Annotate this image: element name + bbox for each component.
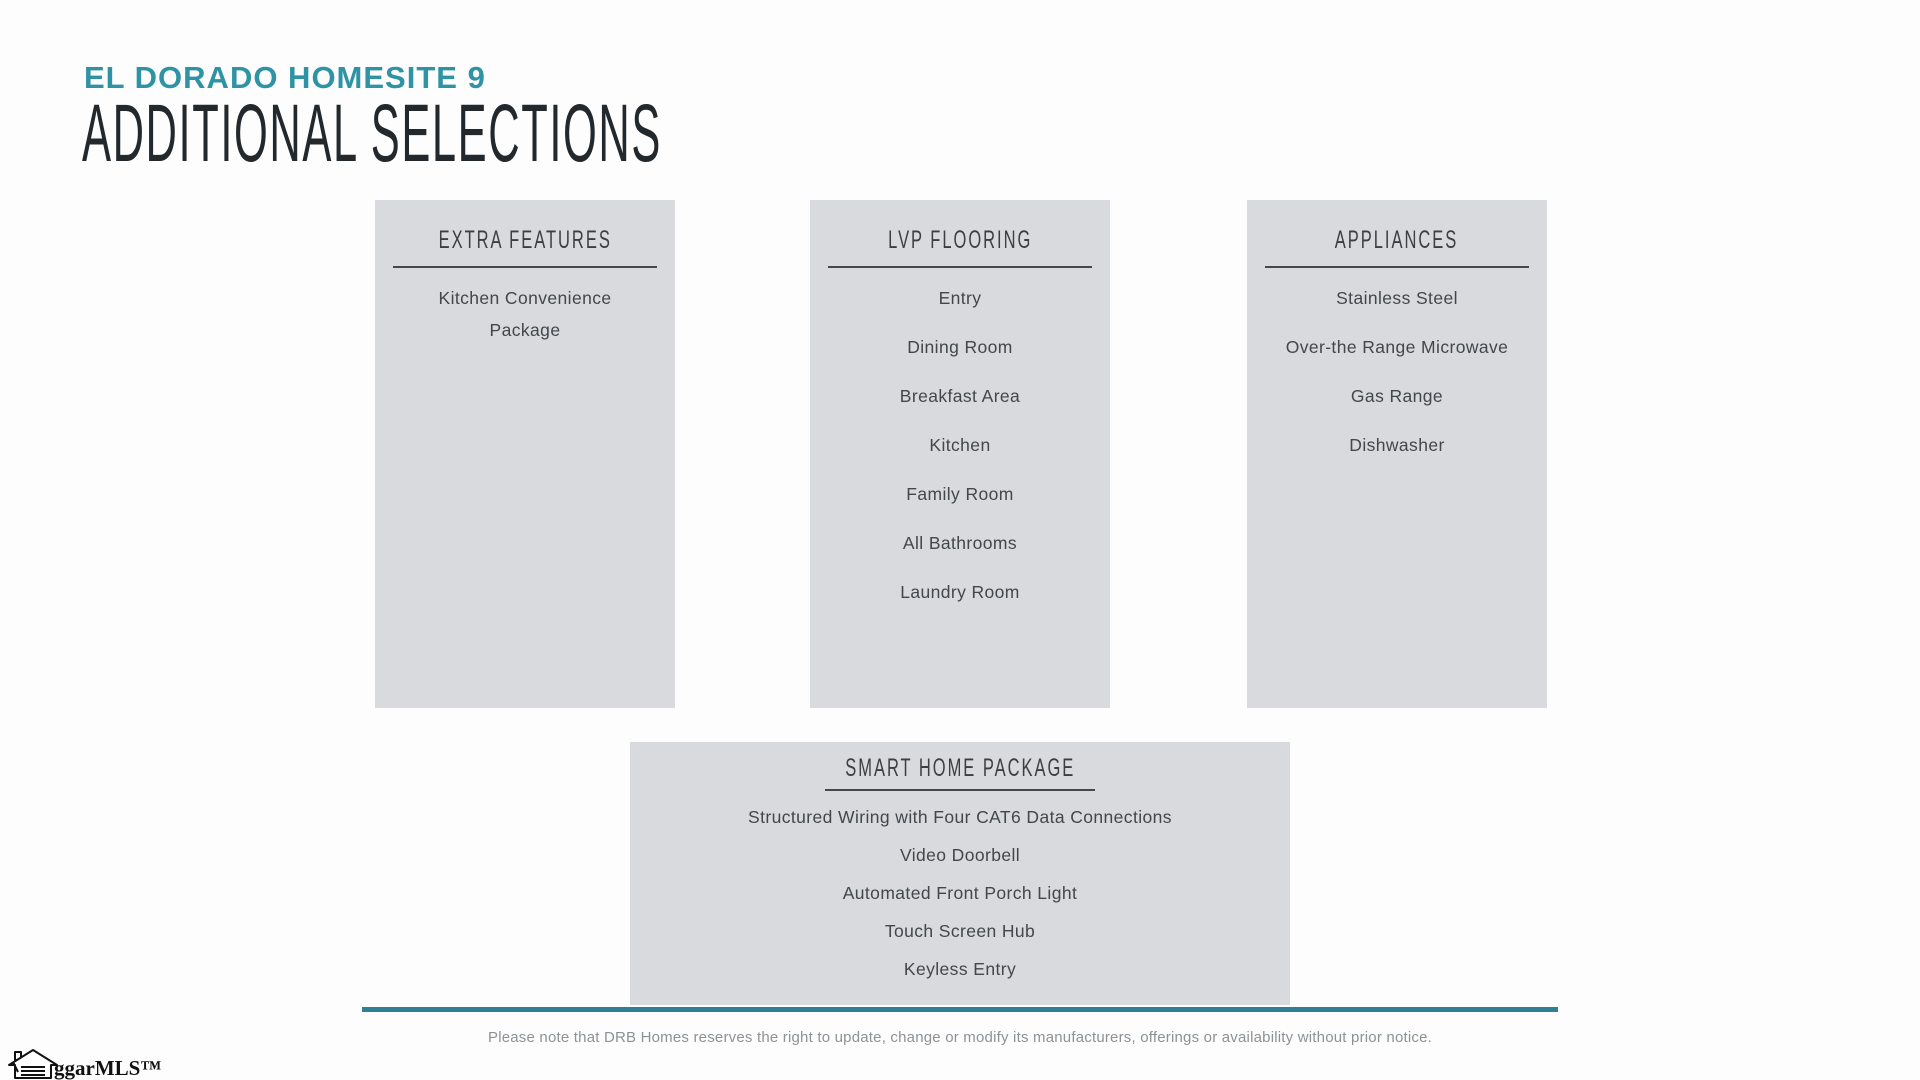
disclaimer-text: Please note that DRB Homes reserves the right to update, change or modify its manufacturers, offerings or availability without prior notice.: [487, 1029, 1432, 1046]
list-item: Kitchen: [929, 435, 991, 455]
homesite-subtitle: EL DORADO HOMESITE 9: [84, 60, 486, 95]
list-item: Stainless Steel: [1336, 288, 1458, 308]
list-item: Breakfast Area: [899, 386, 1021, 406]
list-item: Video Doorbell: [899, 845, 1021, 865]
panel-title-underline: [828, 266, 1092, 268]
list-item: All Bathrooms: [902, 533, 1018, 553]
panel-item-list: [810, 282, 1110, 608]
mls-watermark-logo: [6, 1048, 161, 1080]
list-item: Entry: [938, 288, 982, 308]
panel-title: LVP FLOORING: [887, 226, 1033, 254]
page-title-wrap: [82, 88, 1382, 179]
list-item: Dining Room: [907, 337, 1013, 357]
house-icon: [6, 1048, 60, 1080]
panel-extra-features: [375, 200, 675, 708]
list-item: Laundry Room: [900, 582, 1020, 602]
panel-title-wrap: [375, 200, 675, 253]
mls-logo-text: ggarMLS™: [54, 1056, 162, 1080]
list-item: Keyless Entry: [903, 959, 1017, 979]
panel-item-list: [1247, 282, 1547, 461]
page-title: ADDITIONAL SELECTIONS: [82, 88, 662, 179]
list-item: Gas Range: [1350, 386, 1444, 406]
panel-title: SMART HOME PACKAGE: [844, 754, 1076, 782]
panel-title-underline: [393, 266, 657, 268]
list-item: Touch Screen Hub: [884, 921, 1036, 941]
list-item: Dishwasher: [1349, 435, 1445, 455]
panel-title-underline: [1265, 266, 1529, 268]
panel-item-list: [375, 282, 675, 346]
list-item: Kitchen Convenience Package: [438, 288, 612, 340]
panel-title-wrap: [1247, 200, 1547, 253]
list-item: Over-the Range Microwave: [1285, 337, 1509, 357]
panel-appliances: [1247, 200, 1547, 708]
panel-title-underline: [825, 789, 1095, 791]
panel-title: APPLIANCES: [1335, 226, 1459, 254]
list-item: Structured Wiring with Four CAT6 Data Connections: [748, 807, 1172, 827]
panel-title-wrap: [630, 742, 1290, 781]
panel-title: EXTRA FEATURES: [438, 226, 612, 254]
panel-item-list: [630, 801, 1290, 985]
panel-smart-home-package: [630, 742, 1290, 1005]
divider-rule: [362, 1007, 1558, 1012]
panel-title-wrap: [810, 200, 1110, 253]
list-item: Family Room: [906, 484, 1014, 504]
panel-lvp-flooring: [810, 200, 1110, 708]
list-item: Automated Front Porch Light: [842, 883, 1078, 903]
